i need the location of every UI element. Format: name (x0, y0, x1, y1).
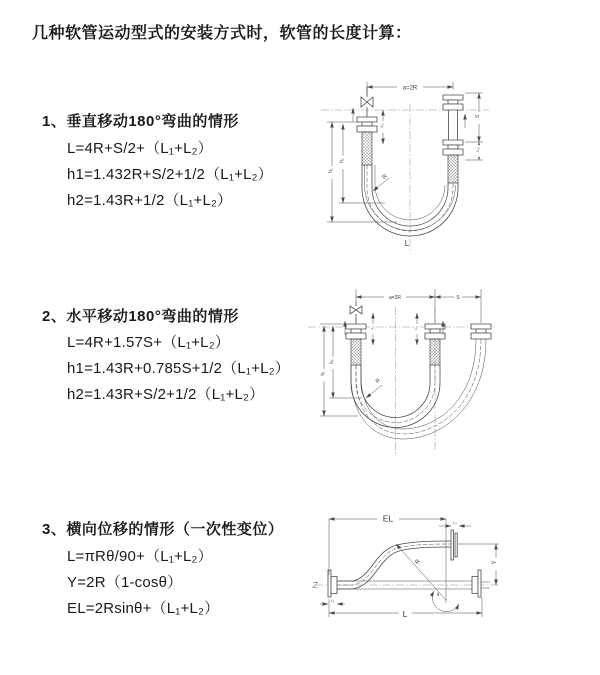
right-riser-flanges (443, 95, 465, 183)
section-2-heading: 2、水平移动180°弯曲的情形 (42, 308, 239, 325)
section-1-formula-h2: h2=1.43R+1/2（L₁+L₂） (67, 192, 233, 209)
upper-flange (451, 530, 457, 560)
section-3-formula-L: L=πRθ/90+（L₁+L₂） (67, 548, 213, 565)
straight-pipe-original-position (337, 570, 490, 597)
diagram-lateral-displacement (308, 503, 508, 635)
section-2-formula-h1: h1=1.43R+0.785S+1/2（L₁+L₂） (67, 360, 290, 377)
dim-label-l1: L₁ (370, 325, 374, 330)
radius-label: R (414, 558, 422, 566)
radius-label: R (381, 173, 389, 181)
dim-label-a2r: a=2R (402, 85, 418, 92)
length-label: L (402, 609, 408, 619)
dim-label-a2r: a=2R (388, 295, 402, 301)
left-riser-flange (353, 108, 377, 165)
section-2-formula-L: L=4R+1.57S+（L₁+L₂） (67, 334, 230, 351)
diagram-vertical-180-bend (283, 78, 498, 260)
length-label: L (404, 239, 410, 248)
dim-label-h1: h₁ (320, 371, 325, 376)
centerlines (321, 104, 489, 252)
radius-callout (366, 378, 382, 398)
hose-s-curve (337, 541, 451, 589)
dim-a2r-s (356, 289, 481, 323)
riser-3-flange (471, 324, 491, 339)
dim-label-l2: L₂ (414, 325, 418, 330)
section-3-heading: 3、横向位移的情形（一次性变位） (42, 521, 284, 538)
dim-s-l2 (465, 93, 483, 160)
dim-l-bottom (329, 597, 482, 619)
dim-l2-top (439, 520, 471, 526)
dim-label-l1: L₁ (330, 598, 335, 603)
page-title: 几种软管运动型式的安装方式时，软管的长度计算： (32, 25, 412, 42)
dim-label-y: Y (492, 560, 498, 565)
riser-2-flange (425, 321, 445, 365)
dim-a2r (367, 82, 453, 94)
dim-label-s: S (456, 295, 460, 301)
dim-label-s: S (475, 114, 481, 119)
dim-label-h2: h₂ (329, 359, 334, 364)
dim-label-l2: L₂ (475, 147, 480, 152)
section-1-formula-L: L=4R+S/2+（L₁+L₂） (67, 140, 213, 157)
radius-and-angle (396, 544, 459, 612)
dim-label-h1: h₁ (328, 168, 334, 173)
valve-icon (350, 301, 362, 324)
diagram-horizontal-180-bend (300, 283, 500, 460)
hose-u-bend-position2 (351, 339, 486, 439)
section-3-formula-Y: Y=2R（1-cosθ） (67, 574, 183, 591)
section-3-formula-EL: EL=2Rsinθ+（L₁+L₂） (67, 600, 220, 617)
left-flange (328, 570, 337, 597)
theta-label: θ (436, 592, 440, 597)
riser-1-flange (345, 321, 366, 365)
dim-label-l2: L₂ (453, 520, 457, 525)
dim-l1-bottom (320, 598, 345, 604)
radius-label: R (374, 377, 382, 385)
section-1-formula-h1: h1=1.432R+S/2+1/2（L₁+L₂） (67, 166, 273, 183)
section-2-formula-h2: h2=1.43R+S/2+1/2（L₁+L₂） (67, 386, 265, 403)
dim-l1 (379, 110, 387, 144)
dim-label-l1: L₁ (379, 123, 384, 128)
dim-l1-l2 (370, 313, 420, 345)
centerlines (308, 307, 496, 455)
dim-label-h2: h₂ (339, 158, 345, 163)
section-1-heading: 1、垂直移动180°弯曲的情形 (42, 113, 239, 130)
radius-callout (373, 173, 389, 191)
dim-label-el: EL (382, 513, 394, 524)
